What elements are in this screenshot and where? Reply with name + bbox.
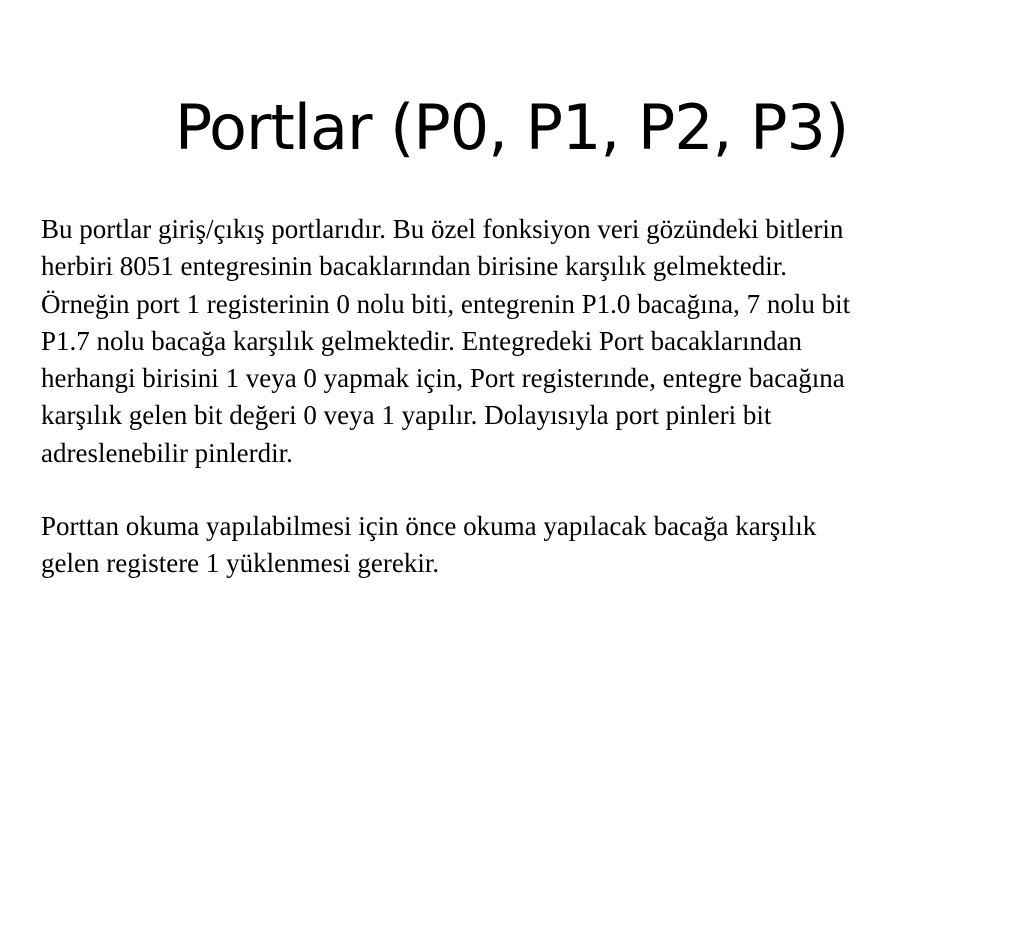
slide-title: Portlar (P0, P1, P2, P3) [174, 91, 849, 164]
paragraph-line: herbiri 8051 entegresinin bacaklarından birisine karşılık gelmektedir. [41, 251, 788, 282]
paragraph-line: Porttan okuma yapılabilmesi için önce okuma yapılacak bacağa karşılık [41, 511, 817, 541]
paragraph-line: herhangi birisini 1 veya 0 yapmak için, Port registerınde, entegre bacağına [41, 363, 845, 394]
paragraph-line: P1.7 nolu bacağa karşılık gelmektedir. Entegredeki Port bacaklarından [41, 325, 803, 356]
paragraph-line: Bu portlar giriş/çıkış portlarıdır. Bu özel fonksiyon veri gözündeki bitlerin [41, 214, 844, 244]
paragraph-line: Örneğin port 1 registerinin 0 nolu biti, entegrenin P1.0 bacağına, 7 nolu bit [41, 288, 851, 319]
paragraph-port-reading [41, 508, 991, 583]
paragraph-line: adreslenebilir pinlerdir. [41, 437, 293, 468]
paragraph-line: karşılık gelen bit değeri 0 veya 1 yapılır. Dolayısıyla port pinleri bit [41, 400, 772, 431]
paragraph-line: gelen registere 1 yüklenmesi gerekir. [41, 548, 440, 579]
paragraph-ports-description [41, 211, 991, 472]
